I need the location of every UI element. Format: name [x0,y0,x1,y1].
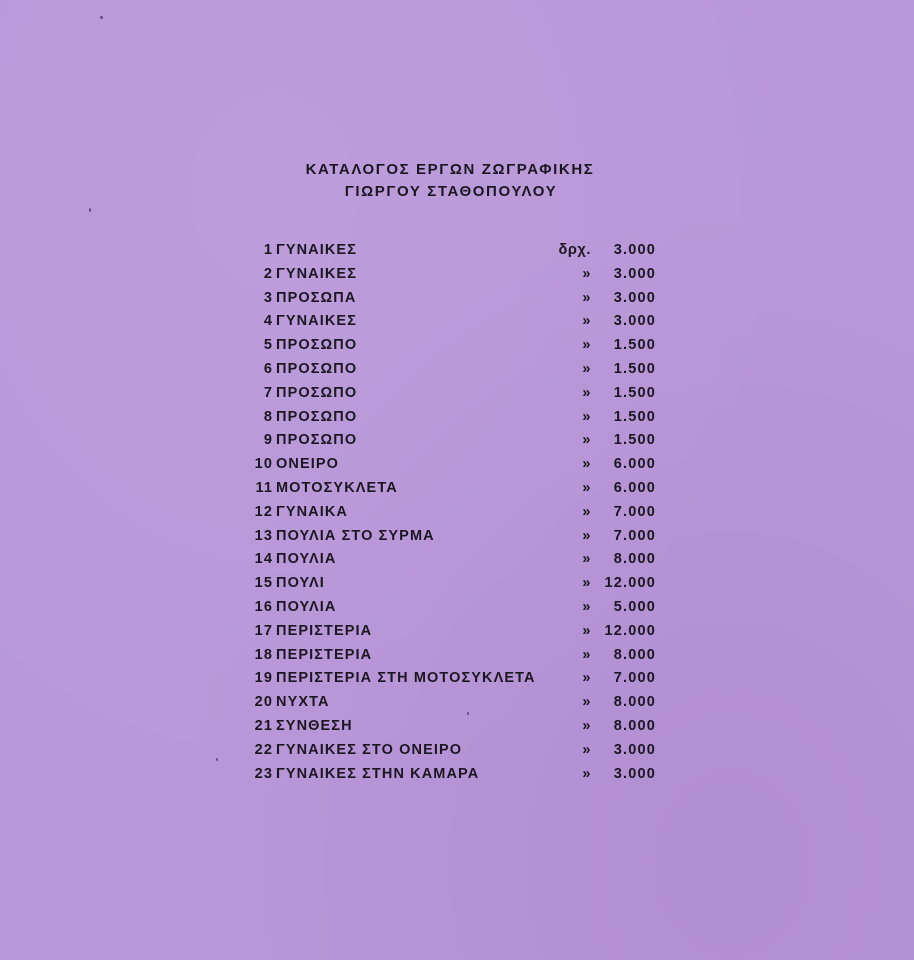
item-number: 13 [254,527,273,544]
item-title: ΠΡΟΣΩΠΑ [276,289,357,306]
item-title: ΠΡΟΣΩΠΟ [276,408,358,425]
item-title: ΠΡΟΣΩΠΟ [276,432,358,449]
item-currency: » [582,527,591,544]
item-title: ΝΥΧΤΑ [276,694,330,711]
item-title: ΠΟΥΛΙΑ [276,551,337,568]
item-title: ΠΡΟΣΩΠΟ [276,384,358,401]
item-currency: » [582,551,591,568]
paper-speck [100,16,103,19]
item-title: ΓΥΝΑΙΚΕΣ ΣΤΗΝ ΚΑΜΑΡΑ [276,765,480,782]
catalog-item [254,597,659,621]
item-currency: » [582,741,591,758]
item-currency: » [582,313,591,330]
item-number: 9 [263,432,273,449]
item-number: 15 [254,575,273,592]
item-title: ΓΥΝΑΙΚΕΣ ΣΤΟ ΟΝΕΙΡΟ [276,741,463,758]
item-number: 18 [254,646,273,663]
item-number: 10 [254,456,273,473]
item-currency: » [582,456,591,473]
catalog-item [254,740,659,764]
catalog-item [254,526,659,550]
item-title: ΓΥΝΑΙΚΑ [276,503,349,520]
item-number: 4 [263,313,273,330]
catalog-item [254,645,659,669]
catalog-item [254,311,659,335]
catalog-item [254,764,659,788]
item-price: 3.000 [613,741,656,758]
catalog-item [254,335,659,359]
item-number: 8 [263,408,273,425]
item-currency: » [582,337,591,354]
catalog-title: ΚΑΤΑΛΟΓΟΣ ΕΡΓΩΝ ΖΩΓΡΑΦΙΚΗΣ [305,161,595,178]
item-price: 6.000 [613,479,656,496]
item-price: 8.000 [613,717,656,734]
catalog-item [254,240,659,264]
item-price: 1.500 [613,360,656,377]
item-number: 6 [263,360,273,377]
catalog-item [254,573,659,597]
item-currency: δρχ. [558,242,591,258]
item-number: 17 [254,622,273,639]
artist-name: ΓΙΩΡΓΟΥ ΣΤΑΘΟΠΟΥΛΟΥ [344,183,558,200]
catalog-item [254,502,659,526]
paper-speck [89,208,91,212]
item-title: ΓΥΝΑΙΚΕΣ [276,242,358,258]
item-price: 8.000 [613,646,656,663]
catalog-item [254,359,659,383]
item-price: 1.500 [613,408,656,425]
item-number: 5 [263,337,273,354]
item-title: ΠΟΥΛΙΑ ΣΤΟ ΣΥΡΜΑ [276,527,435,544]
item-price: 5.000 [613,598,656,615]
catalog-item [254,288,659,312]
catalog-item [254,454,659,478]
item-currency: » [582,694,591,711]
item-price: 7.000 [613,670,656,687]
item-title: ΠΟΥΛΙ [276,575,325,592]
item-price: 3.000 [613,289,656,306]
item-price: 12.000 [604,622,656,639]
item-number: 3 [263,289,273,306]
item-price: 7.000 [613,503,656,520]
paper-speck [467,712,469,715]
item-currency: » [582,670,591,687]
item-number: 1 [263,242,273,258]
item-currency: » [582,575,591,592]
item-number: 16 [254,598,273,615]
item-number: 11 [255,479,273,496]
item-currency: » [582,598,591,615]
item-currency: » [582,289,591,306]
catalog-item [254,478,659,502]
item-currency: » [582,479,591,496]
item-currency: » [582,432,591,449]
item-title: ΟΝΕΙΡΟ [276,456,339,473]
item-price: 3.000 [613,313,656,330]
catalog-item [254,716,659,740]
item-currency: » [582,265,591,282]
catalog-item [254,692,659,716]
item-currency: » [582,360,591,377]
item-price: 1.500 [613,384,656,401]
item-title: ΠΕΡΙΣΤΕΡΙΑ ΣΤΗ ΜΟΤΟΣΥΚΛΕΤΑ [276,670,536,687]
item-price: 7.000 [613,527,656,544]
item-price: 3.000 [613,765,656,782]
item-price: 6.000 [613,456,656,473]
item-number: 19 [254,670,273,687]
item-currency: » [582,622,591,639]
item-currency: » [582,646,591,663]
catalog-item [254,621,659,645]
item-number: 12 [254,503,273,520]
item-number: 21 [254,717,273,734]
catalog-list [254,240,659,787]
item-price: 3.000 [613,242,656,258]
item-currency: » [582,503,591,520]
catalog-item [254,264,659,288]
item-price: 1.500 [613,432,656,449]
item-title: ΠΕΡΙΣΤΕΡΙΑ [276,622,373,639]
catalog-item [254,407,659,431]
item-currency: » [582,717,591,734]
item-title: ΣΥΝΘΕΣΗ [276,717,353,734]
item-currency: » [582,384,591,401]
item-price: 3.000 [613,265,656,282]
item-currency: » [582,765,591,782]
item-number: 22 [254,741,273,758]
item-price: 8.000 [613,551,656,568]
catalog-item [254,430,659,454]
item-number: 23 [254,765,273,782]
item-title: ΠΟΥΛΙΑ [276,598,337,615]
item-price: 8.000 [613,694,656,711]
catalog-item [254,549,659,573]
item-number: 20 [254,694,273,711]
catalog-item [254,383,659,407]
catalog-item [254,668,659,692]
item-title: ΠΡΟΣΩΠΟ [276,360,358,377]
item-title: ΜΟΤΟΣΥΚΛΕΤΑ [276,479,398,496]
item-number: 7 [263,384,273,401]
item-number: 14 [254,551,273,568]
item-price: 12.000 [604,575,656,592]
item-title: ΓΥΝΑΙΚΕΣ [276,265,358,282]
item-title: ΠΕΡΙΣΤΕΡΙΑ [276,646,373,663]
item-title: ΓΥΝΑΙΚΕΣ [276,313,358,330]
item-number: 2 [263,265,273,282]
item-currency: » [582,408,591,425]
item-title: ΠΡΟΣΩΠΟ [276,337,358,354]
paper-speck [216,758,218,761]
item-price: 1.500 [613,337,656,354]
